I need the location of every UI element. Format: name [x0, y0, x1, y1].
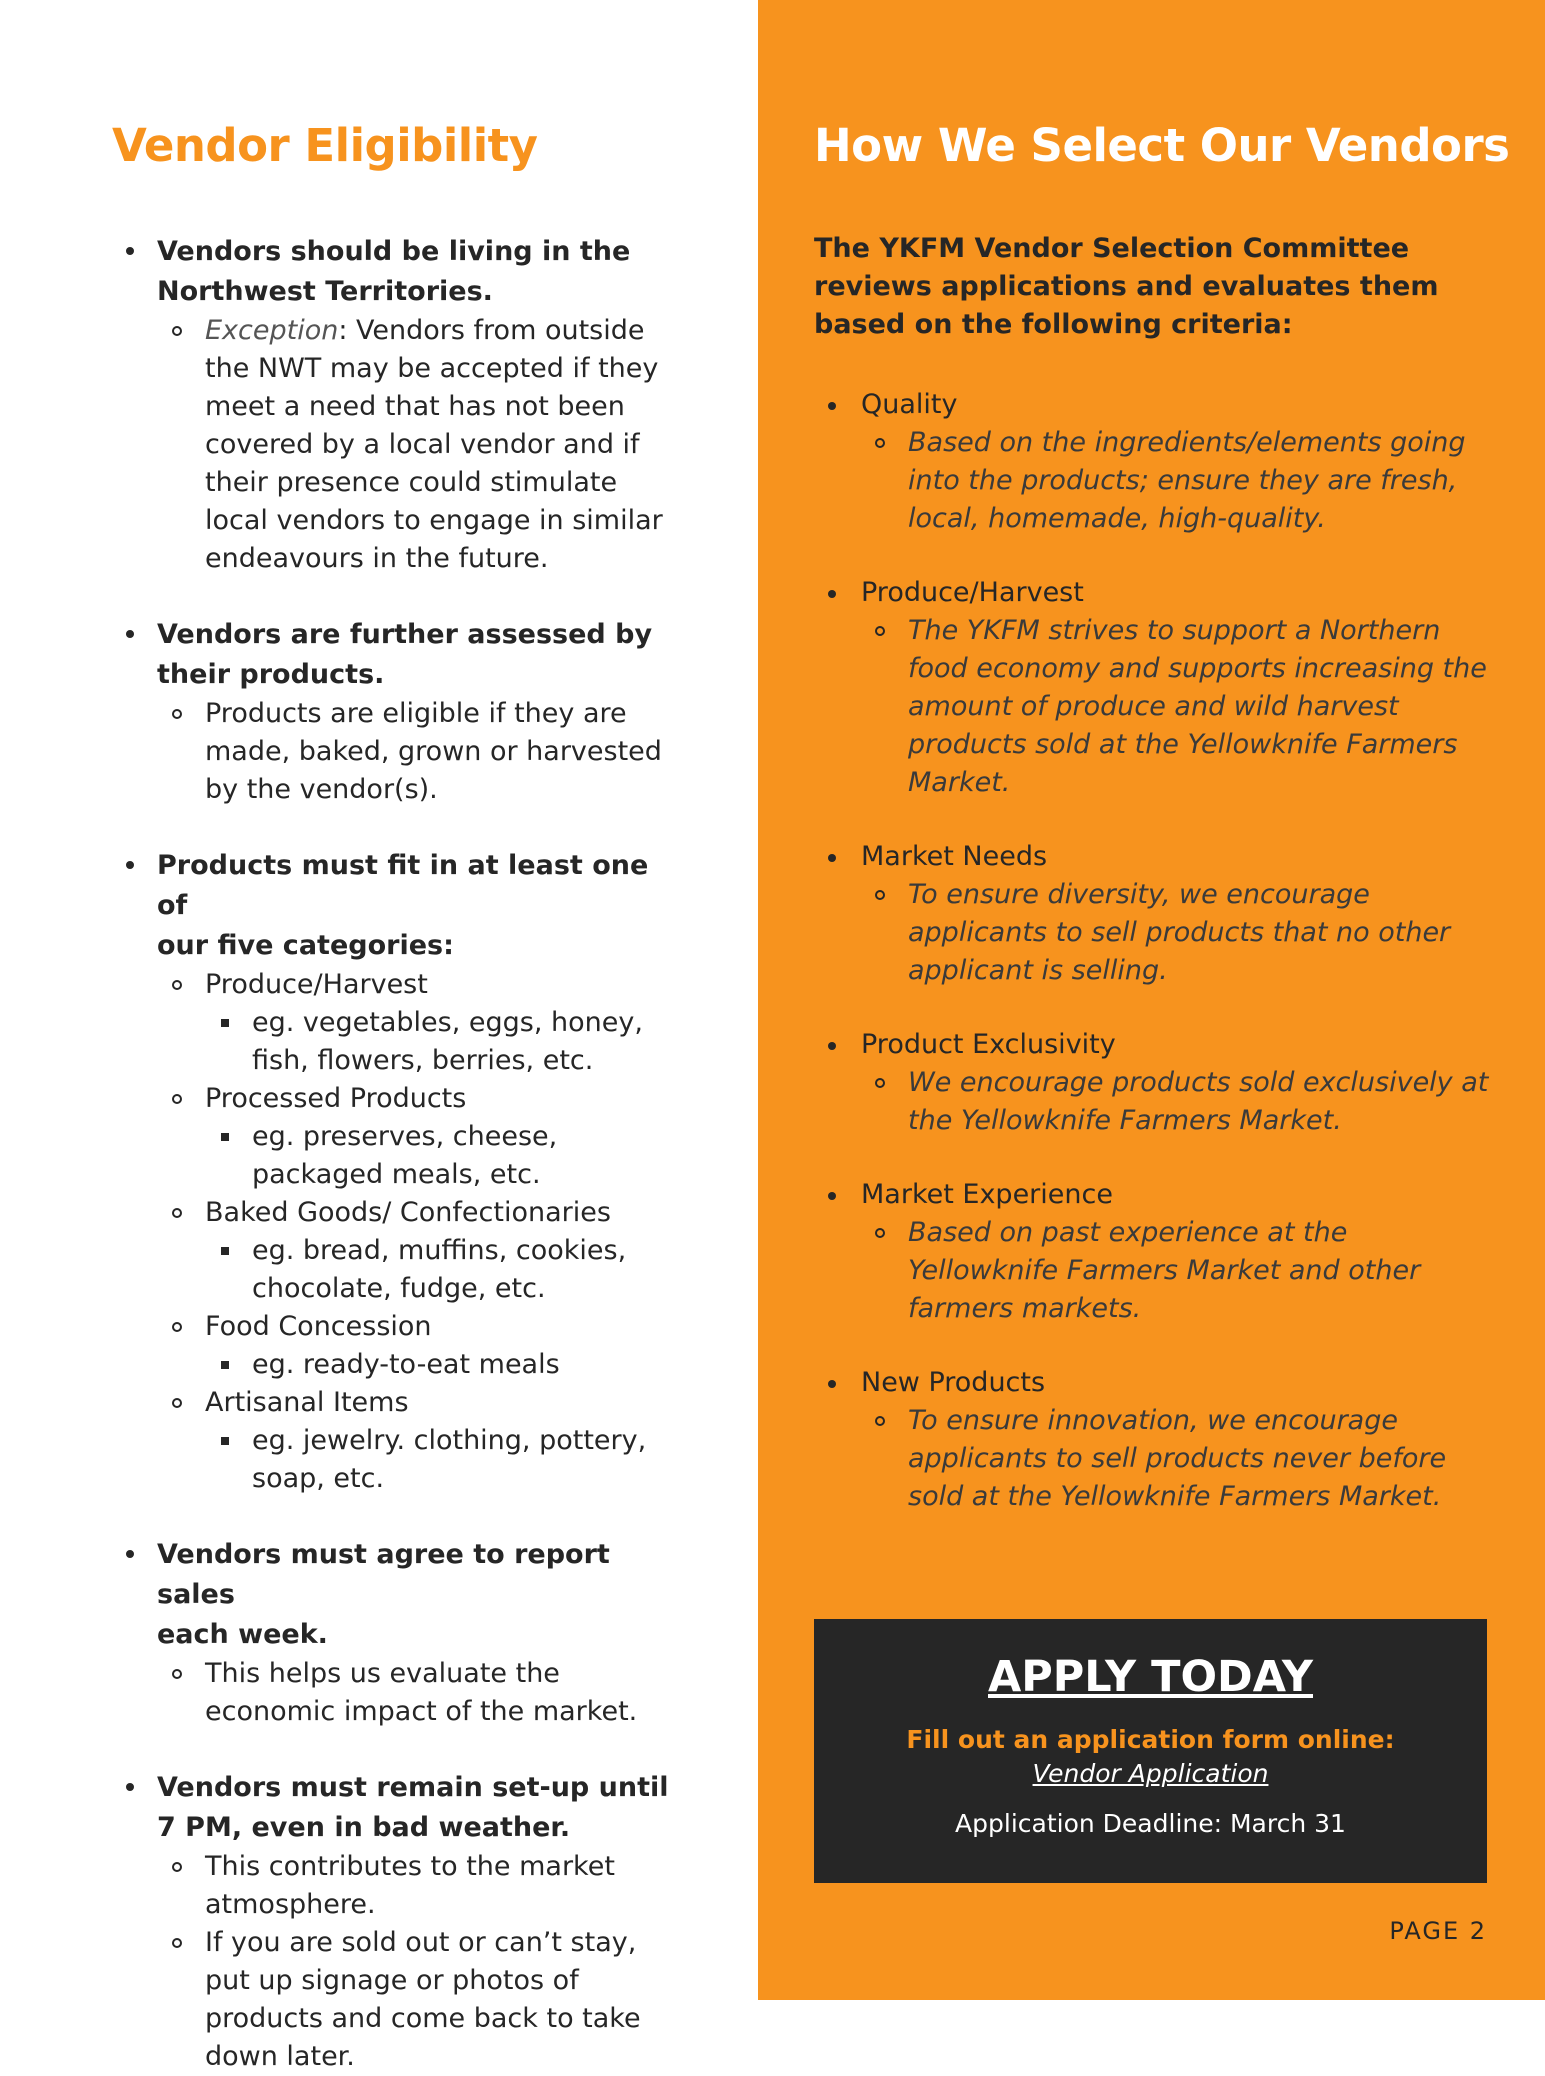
circle-bullet-icon	[875, 626, 885, 636]
heading-line: Products must fit in at least one of	[157, 850, 649, 921]
bullet-icon	[828, 402, 836, 410]
subpoint-text: If you are sold out or can’t stay, put up signage or photos of products and come back to take down later.	[205, 1927, 641, 2072]
subpoint-text: Products are eligible if they are made, baked, grown or harvested by the vendor(s).	[205, 698, 662, 805]
category-artisanal-items	[157, 1384, 672, 1498]
circle-bullet-icon	[172, 709, 182, 719]
heading-line: Vendors must agree to report sales	[157, 1539, 610, 1610]
category-example	[157, 1118, 672, 1194]
subpoint-text: This contributes to the market atmosphere.	[205, 1851, 615, 1920]
heading-line: our five categories:	[157, 930, 454, 961]
eligibility-subpoint	[157, 1924, 672, 2076]
eligibility-heading	[157, 1768, 672, 1848]
criterion-description-text: To ensure innovation, we encourage applicants to sell products never before sold at the Yellowknife Farmers Market.	[908, 1405, 1447, 1512]
apply-today-title: APPLY TODAY	[988, 1652, 1313, 1702]
square-bullet-icon	[221, 1361, 229, 1369]
criterion-name: Produce/Harvest	[861, 577, 1084, 608]
bullet-icon	[828, 590, 836, 598]
heading-line: Vendors must remain set-up until	[157, 1772, 669, 1803]
circle-bullet-icon	[172, 1862, 182, 1872]
category-example-text: eg. vegetables, eggs, honey, fish, flowers, berries, etc.	[252, 1007, 643, 1076]
eligibility-subpoint	[157, 1655, 672, 1731]
circle-bullet-icon	[172, 1669, 182, 1679]
criterion-description-text: Based on the ingredients/elements going into the products; ensure they are fresh, local, homemade, high-quality.	[908, 427, 1466, 534]
criterion-description-text: To ensure diversity, we encourage applicants to sell products that no other applicant is selling.	[908, 879, 1451, 986]
circle-bullet-icon	[172, 1208, 182, 1218]
circle-bullet-icon	[172, 326, 182, 336]
category-example	[157, 1004, 672, 1080]
heading-line: each week.	[157, 1619, 328, 1650]
bullet-icon	[126, 630, 134, 638]
square-bullet-icon	[221, 1437, 229, 1445]
category-example	[157, 1422, 672, 1498]
eligibility-exception	[157, 312, 672, 578]
circle-bullet-icon	[875, 890, 885, 900]
bullet-icon	[828, 1380, 836, 1388]
criterion-description-text: We encourage products sold exclusively at the Yellowknife Farmers Market.	[908, 1067, 1489, 1136]
criterion-description-text: The YKFM strives to support a Northern food economy and supports increasing the amount of produce and wild harvest products sold at the Yellowknife Farmers Market.	[908, 615, 1487, 798]
eligibility-item-report-sales	[112, 1535, 672, 1731]
vendor-eligibility-column	[0, 0, 758, 2072]
category-example	[157, 1346, 672, 1384]
bullet-icon	[828, 1192, 836, 1200]
square-bullet-icon	[221, 1133, 229, 1141]
bullet-icon	[126, 861, 134, 869]
vendor-selection-title: How We Select Our Vendors	[814, 119, 1510, 172]
bullet-icon	[126, 1550, 134, 1558]
heading-line: Northwest Territories.	[157, 276, 493, 307]
circle-bullet-icon	[875, 1228, 885, 1238]
vendor-application-link[interactable]: Vendor Application	[1032, 1759, 1269, 1788]
circle-bullet-icon	[172, 1094, 182, 1104]
subpoint-text: This helps us evaluate the economic impact of the market.	[205, 1658, 638, 1727]
category-name: Baked Goods/ Confectionaries	[205, 1197, 611, 1228]
criterion-name: Product Exclusivity	[861, 1029, 1116, 1060]
category-example	[157, 1232, 672, 1308]
eligibility-subpoint	[157, 1848, 672, 1924]
criterion-description	[861, 1064, 1494, 1140]
eligibility-item-categories	[112, 846, 672, 1498]
criterion-description	[861, 1402, 1494, 1516]
category-produce-harvest	[157, 966, 672, 1080]
category-name: Artisanal Items	[205, 1387, 409, 1418]
category-name: Food Concession	[205, 1311, 432, 1342]
category-example-text: eg. ready-to-eat meals	[252, 1349, 560, 1380]
category-example-text: eg. preserves, cheese, packaged meals, etc.	[252, 1121, 558, 1190]
criterion-description	[861, 1214, 1494, 1328]
square-bullet-icon	[221, 1019, 229, 1027]
category-food-concession	[157, 1308, 672, 1384]
apply-instructions: Fill out an application form online:	[906, 1725, 1395, 1754]
criterion-produce-harvest	[814, 574, 1494, 802]
eligibility-heading	[157, 615, 672, 695]
bullet-icon	[828, 1042, 836, 1050]
criterion-name: Market Experience	[861, 1179, 1113, 1210]
circle-bullet-icon	[875, 1078, 885, 1088]
criteria-list	[814, 386, 1545, 1516]
category-name: Processed Products	[205, 1083, 467, 1114]
vendor-eligibility-title: Vendor Eligibility	[112, 119, 538, 172]
circle-bullet-icon	[172, 1398, 182, 1408]
category-example-text: eg. jewelry. clothing, pottery, soap, etc.	[252, 1425, 647, 1494]
category-name: Produce/Harvest	[205, 969, 428, 1000]
square-bullet-icon	[221, 1247, 229, 1255]
criterion-market-experience	[814, 1176, 1494, 1328]
heading-line: Vendors should be living in the	[157, 236, 631, 267]
criterion-description	[861, 424, 1494, 538]
criterion-product-exclusivity	[814, 1026, 1494, 1140]
category-example-text: eg. bread, muffins, cookies, chocolate, fudge, etc.	[252, 1235, 627, 1304]
criterion-name: New Products	[861, 1367, 1046, 1398]
criterion-market-needs	[814, 838, 1494, 990]
bullet-icon	[126, 247, 134, 255]
heading-line: 7 PM, even in bad weather.	[157, 1812, 571, 1843]
eligibility-heading	[157, 1535, 672, 1655]
eligibility-list	[112, 232, 758, 2076]
eligibility-heading	[157, 846, 672, 966]
category-processed-products	[157, 1080, 672, 1194]
page-number: PAGE 2	[1389, 1917, 1487, 1945]
eligibility-subpoint	[157, 695, 672, 809]
selection-intro: The YKFM Vendor Selection Committee reviews applications and evaluates them based on the following criteria:	[814, 233, 1439, 340]
heading-line: Vendors are further assessed by	[157, 619, 653, 650]
criterion-quality	[814, 386, 1494, 538]
eligibility-item-products	[112, 615, 672, 809]
criterion-name: Market Needs	[861, 841, 1048, 872]
criterion-description	[861, 612, 1494, 802]
eligibility-item-residency	[112, 232, 672, 578]
heading-line: their products.	[157, 659, 385, 690]
apply-today-box	[814, 1619, 1487, 1883]
circle-bullet-icon	[172, 1322, 182, 1332]
criterion-new-products	[814, 1364, 1494, 1516]
criterion-description	[861, 876, 1494, 990]
eligibility-heading	[157, 232, 672, 312]
criterion-description-text: Based on past experience at the Yellowknife Farmers Market and other farmers markets.	[908, 1217, 1421, 1324]
eligibility-item-setup-time	[112, 1768, 672, 2076]
circle-bullet-icon	[875, 438, 885, 448]
circle-bullet-icon	[172, 1938, 182, 1948]
exception-label: Exception	[205, 315, 339, 346]
circle-bullet-icon	[875, 1416, 885, 1426]
bullet-icon	[828, 854, 836, 862]
bullet-icon	[126, 1783, 134, 1791]
circle-bullet-icon	[172, 980, 182, 990]
category-baked-goods	[157, 1194, 672, 1308]
application-deadline: Application Deadline: March 31	[955, 1809, 1346, 1838]
criterion-name: Quality	[861, 389, 958, 420]
exception-text: : Vendors from outside the NWT may be accepted if they meet a need that has not been covered by a local vendor and if their presence could stimulate local vendors to engage in similar endeavours in the future.	[205, 315, 663, 574]
